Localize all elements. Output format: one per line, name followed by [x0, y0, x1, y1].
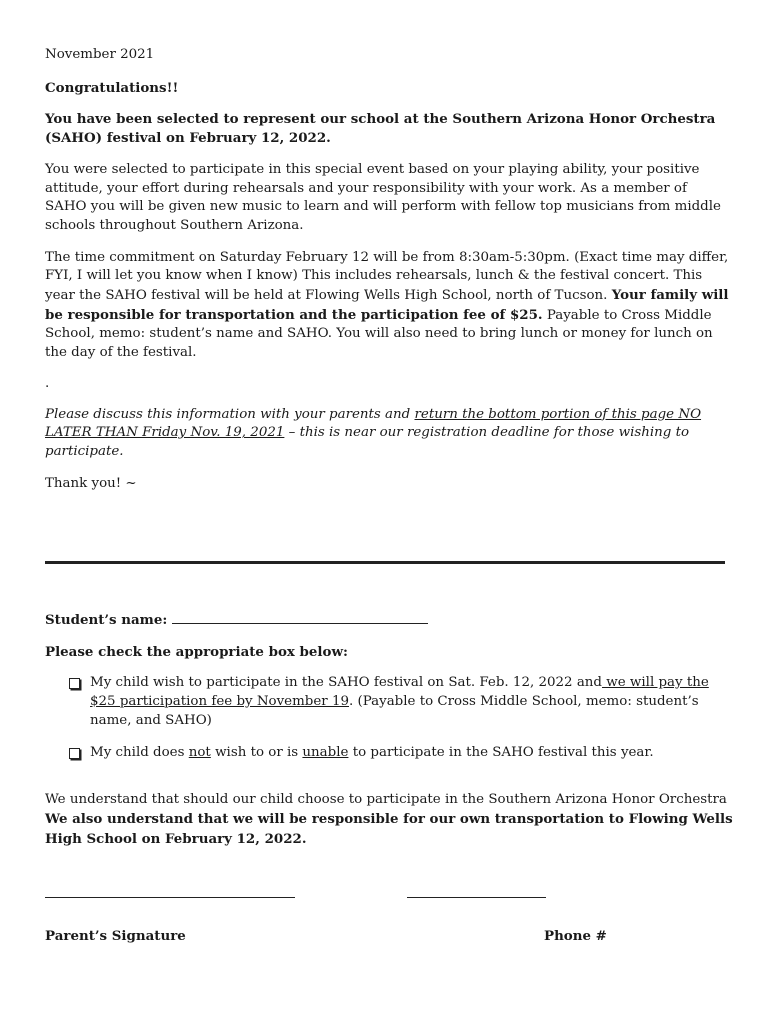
selection-paragraph: You were selected to participate in this special event based on your playing ability, your positive attitude, your effort during rehearsals and your responsibility with your work. As a member of SAHO you will be given new music to learn and will perform with fellow top musicians from middle schools throughout Southern Arizona.: [45, 161, 721, 233]
parent-signature-line[interactable]: [45, 897, 295, 898]
parent-signature-label: Parent’s Signature: [45, 928, 186, 944]
commitment-paragraph: [45, 249, 730, 363]
decline-checkbox[interactable]: [69, 748, 80, 759]
greeting: Congratulations!!: [45, 79, 179, 96]
decline-text-e: to participate in the SAHO festival this year.: [348, 744, 654, 760]
option-decline: [45, 744, 735, 763]
fee-notice: Your family will be responsible for transportation and the participation fee of $25.: [45, 287, 729, 323]
decline-not: not: [188, 744, 211, 760]
payment-instructions: Payable to Cross Middle School, memo: student’s name and SAHO. You will also need to bring lunch or money for lunch on the day of the festival.: [45, 307, 713, 361]
sign-off: Thank you! ~: [45, 475, 137, 491]
participate-text-c: . (Payable to Cross Middle School, memo: student’s name, and SAHO): [90, 694, 699, 728]
letter-date: November 2021: [45, 47, 155, 62]
stray-period: .: [45, 375, 50, 391]
letter-body: [45, 46, 730, 493]
check-box-instruction: Please check the appropriate box below:: [45, 643, 348, 660]
commitment-details: The time commitment on Saturday February 12 will be from 8:30am-5:30pm. (Exact time may differ, FYI, I will let you know when I know) This includes rehearsals, lunch & the festival concert. This year the SAHO festival will be held at Flowing Wells High School, north of Tucson.: [45, 249, 729, 304]
selection-announcement: You have been selected to represent our school at the Southern Arizona Honor Orchestra (SAHO) festival on February 12, 2022.: [45, 111, 716, 147]
phone-label: Phone #: [544, 928, 607, 944]
decline-text-a: My child does: [90, 744, 189, 760]
discuss-tail: – this is near our registration deadline for those wishing to participate.: [45, 425, 690, 459]
option-participate: [45, 674, 735, 730]
understanding-lead: We understand that should our child choose to participate in the Southern Arizona Honor Orchestra: [45, 792, 727, 808]
return-form: [45, 610, 735, 849]
participate-checkbox[interactable]: [69, 678, 80, 689]
participate-fee-commitment: we will pay the $25 participation fee by November 19: [90, 675, 709, 710]
tear-off-divider: [45, 561, 725, 564]
return-deadline: return the bottom portion of this page NO LATER THAN Friday Nov. 19, 2021: [45, 406, 702, 441]
transportation-acknowledgement: We also understand that we will be responsible for our own transportation to Flowing Wells High School on February 12, 2022.: [45, 810, 733, 847]
phone-line[interactable]: [407, 897, 546, 898]
decline-unable: unable: [302, 744, 349, 760]
discuss-lead: Please discuss this information with your parents and: [45, 406, 415, 422]
student-name-label: Student’s name:: [45, 612, 168, 628]
decline-text-c: wish to or is: [210, 744, 303, 760]
understanding-paragraph: [45, 791, 735, 849]
participate-text-a: My child wish to participate in the SAHO festival on Sat. Feb. 12, 2022 and: [90, 675, 603, 691]
student-name-row: [45, 610, 735, 630]
discuss-paragraph: [45, 406, 730, 462]
student-name-field[interactable]: [172, 610, 428, 624]
